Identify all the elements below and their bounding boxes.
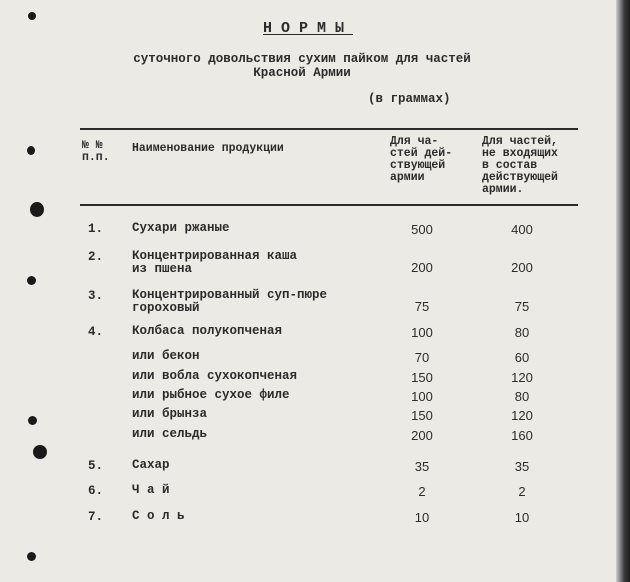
- row-value-non-active: 120: [511, 408, 533, 423]
- row-index: 2.: [88, 250, 104, 264]
- row-value-non-active: 60: [514, 350, 530, 365]
- punch-hole: [27, 276, 36, 285]
- header-col-active-army: Для ча- стей дей- ствующей армии: [390, 135, 453, 184]
- table-header-rule: [80, 204, 578, 206]
- row-value-active-army: 2: [418, 484, 426, 499]
- header-number: № № п.п.: [82, 139, 110, 164]
- header-col-non-active: Для частей, не входящих в состав действующей армии.: [482, 135, 558, 196]
- row-product-name: Сахар: [132, 458, 170, 472]
- row-index: 6.: [88, 484, 104, 498]
- row-value-active-army: 200: [411, 428, 433, 443]
- row-product-name: или вобла сухокопченая: [132, 369, 298, 383]
- row-value-non-active: 400: [511, 222, 533, 237]
- row-value-active-army: 10: [414, 510, 430, 525]
- row-value-active-army: 70: [414, 350, 430, 365]
- punch-hole: [28, 416, 37, 425]
- punch-hole: [33, 445, 47, 459]
- row-product-name: С о л ь: [132, 509, 185, 523]
- subtitle-line: Красной Армии: [253, 66, 351, 80]
- scan-edge: [616, 0, 630, 582]
- row-value-active-army: 100: [411, 325, 433, 340]
- subtitle-line: суточного довольствия сухим пайком для частей: [133, 52, 471, 66]
- row-value-active-army: 35: [414, 459, 430, 474]
- row-value-active-army: 500: [411, 222, 433, 237]
- units-note: (в граммах): [368, 92, 451, 106]
- row-index: 3.: [88, 289, 104, 303]
- row-product-name: или брынза: [132, 407, 208, 421]
- row-index: 1.: [88, 222, 104, 236]
- row-product-name: или рыбное сухое филе: [132, 388, 290, 402]
- row-index: 4.: [88, 325, 104, 339]
- page-title: НОРМЫ: [262, 20, 353, 37]
- row-value-non-active: 200: [511, 260, 533, 275]
- row-value-active-army: 75: [414, 299, 430, 314]
- row-value-active-army: 150: [411, 370, 433, 385]
- document-subtitle: [92, 52, 512, 80]
- row-value-active-army: 100: [411, 389, 433, 404]
- header-name: Наименование продукции: [132, 142, 284, 155]
- row-value-non-active: 35: [514, 459, 530, 474]
- row-product-name: или сельдь: [132, 427, 208, 441]
- row-value-active-army: 200: [411, 260, 433, 275]
- row-value-non-active: 10: [514, 510, 530, 525]
- row-product-name: Колбаса полукопченая: [132, 324, 283, 338]
- punch-hole: [28, 12, 36, 20]
- row-value-active-army: 150: [411, 408, 433, 423]
- row-value-non-active: 80: [514, 325, 530, 340]
- row-product-name: Ч а й: [132, 483, 170, 497]
- punch-hole: [27, 552, 36, 561]
- row-product-name: Сухари ржаные: [132, 221, 230, 235]
- row-value-non-active: 120: [511, 370, 533, 385]
- punch-hole: [30, 202, 44, 217]
- punch-hole: [27, 146, 35, 155]
- row-index: 5.: [88, 459, 104, 473]
- row-index: 7.: [88, 510, 104, 524]
- row-value-non-active: 80: [514, 389, 530, 404]
- row-product-name: или бекон: [132, 349, 200, 363]
- row-value-non-active: 2: [518, 484, 526, 499]
- table-top-rule: [80, 128, 578, 130]
- row-value-non-active: 160: [511, 428, 533, 443]
- row-product-name: Концентрированная каша из пшена: [132, 249, 298, 276]
- row-product-name: Концентрированный суп-пюре гороховый: [132, 288, 328, 315]
- row-value-non-active: 75: [514, 299, 530, 314]
